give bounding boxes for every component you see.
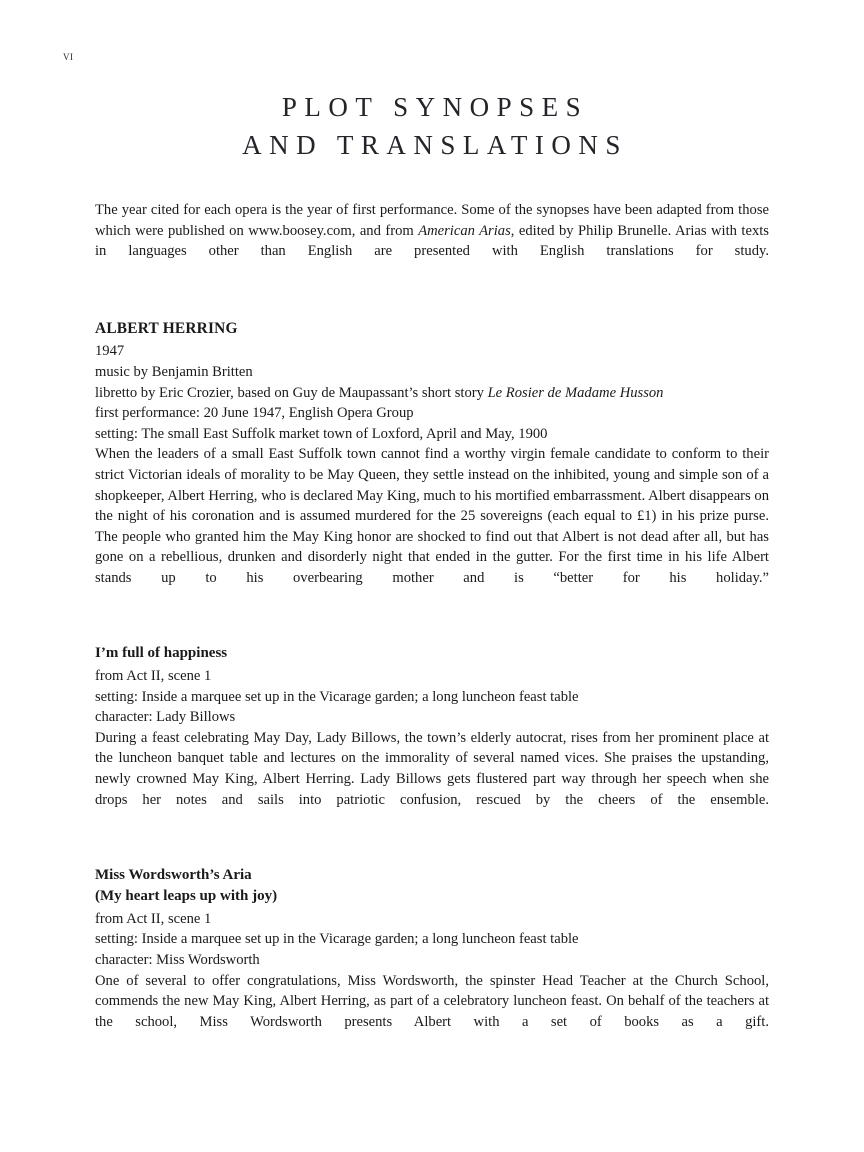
- aria-title-line-1: I’m full of happiness: [95, 645, 228, 662]
- page-content: [95, 88, 769, 1053]
- aria-meta-character: character: Lady Billows: [95, 709, 236, 726]
- intro-italic-work: American Arias: [418, 222, 511, 239]
- aria-title-line-1: Miss Wordsworth’s Aria: [95, 866, 252, 883]
- aria-title: [95, 643, 769, 664]
- page-title: [95, 88, 769, 164]
- opera-synopsis: When the leaders of a small East Suffolk town cannot find a worthy virgin female candidate to conform to their strict Victorian ideals of morality to be May Queen, they settle instead on the inhibited, young and simple son of a shopkeeper, Albert Herring, who is declared May King, much to his mortified embarrassment. Albert disappears on the night of his coronation and is assumed murdered for the 25 sovereigns (each equal to £1) in his prize purse. The people who granted him the May King honor are shocked to find out that Albert is not dead after all, but has gone on a rebellious, drunken and disorderly night that ended in the gutter. For the first time in his life Albert stands up to his overbearing mother and is “better for his holiday.”: [95, 446, 769, 586]
- aria-synopsis: During a feast celebrating May Day, Lady Billows, the town’s elderly autocrat, rises from her prominent place at the luncheon banquet table and lectures on the immorality of several named vices. She praises the upstanding, newly crowned May King, Albert Herring. Lady Billows gets flustered part way through her speech when she drops her notes and sails into patriotic confusion, rescued by the cheers of the ensemble.: [95, 729, 769, 808]
- page-title-line-2: AND TRANSLATIONS: [242, 130, 628, 160]
- opera-meta-setting: setting: The small East Suffolk market town of Loxford, April and May, 1900: [95, 425, 548, 442]
- page-title-line-1: PLOT SYNOPSES: [281, 92, 589, 122]
- aria-entry-miss-wordsworths-aria: [95, 865, 769, 1053]
- aria-meta-setting: setting: Inside a marquee set up in the Vicarage garden; a long luncheon feast table: [95, 688, 579, 705]
- intro-paragraph: [95, 200, 769, 282]
- opera-meta-first-performance: first performance: 20 June 1947, English Opera Group: [95, 405, 414, 422]
- aria-meta-setting: setting: Inside a marquee set up in the Vicarage garden; a long luncheon feast table: [95, 931, 579, 948]
- page-number: vi: [63, 48, 74, 63]
- intro-section: [95, 200, 769, 282]
- opera-meta-year: 1947: [95, 343, 125, 360]
- aria-title: [95, 865, 769, 907]
- intro-text-part-1: The year cited for each opera is the year of first performance. Some of the synopses have been adapted from those which were published on www.boosey.com, and from: [95, 202, 769, 239]
- opera-metadata-list: [95, 341, 769, 444]
- aria-title-line-2: (My heart leaps up with joy): [95, 887, 278, 904]
- intro-text-part-2: , edited by Philip Brunelle. Arias with texts in languages other than English are presented with English translations for study.: [95, 222, 769, 260]
- opera-meta-libretto-source-title: Le Rosier de Madame Husson: [487, 384, 664, 401]
- aria-synopsis: One of several to offer congratulations, Miss Wordsworth, the spinster Head Teacher at the Church School, commends the new May King, Albert Herring, as part of a celebratory luncheon feast. On behalf of the teachers at the school, Miss Wordsworth presents Albert with a set of books as a gift.: [95, 972, 769, 1030]
- aria-meta-from: from Act II, scene 1: [95, 910, 212, 927]
- opera-title: ALBERT HERRING: [95, 320, 238, 338]
- opera-meta-music: music by Benjamin Britten: [95, 363, 253, 380]
- opera-meta-libretto-text: libretto by Eric Crozier, based on Guy de Maupassant’s short story: [95, 384, 488, 401]
- opera-meta-libretto: [95, 383, 769, 404]
- aria-meta-from: from Act II, scene 1: [95, 668, 212, 685]
- aria-metadata-list: [95, 909, 769, 971]
- aria-metadata-list: [95, 666, 769, 728]
- aria-meta-character: character: Miss Wordsworth: [95, 952, 260, 969]
- aria-entry-im-full-of-happiness: [95, 643, 769, 831]
- opera-entry-albert-herring: [95, 318, 769, 609]
